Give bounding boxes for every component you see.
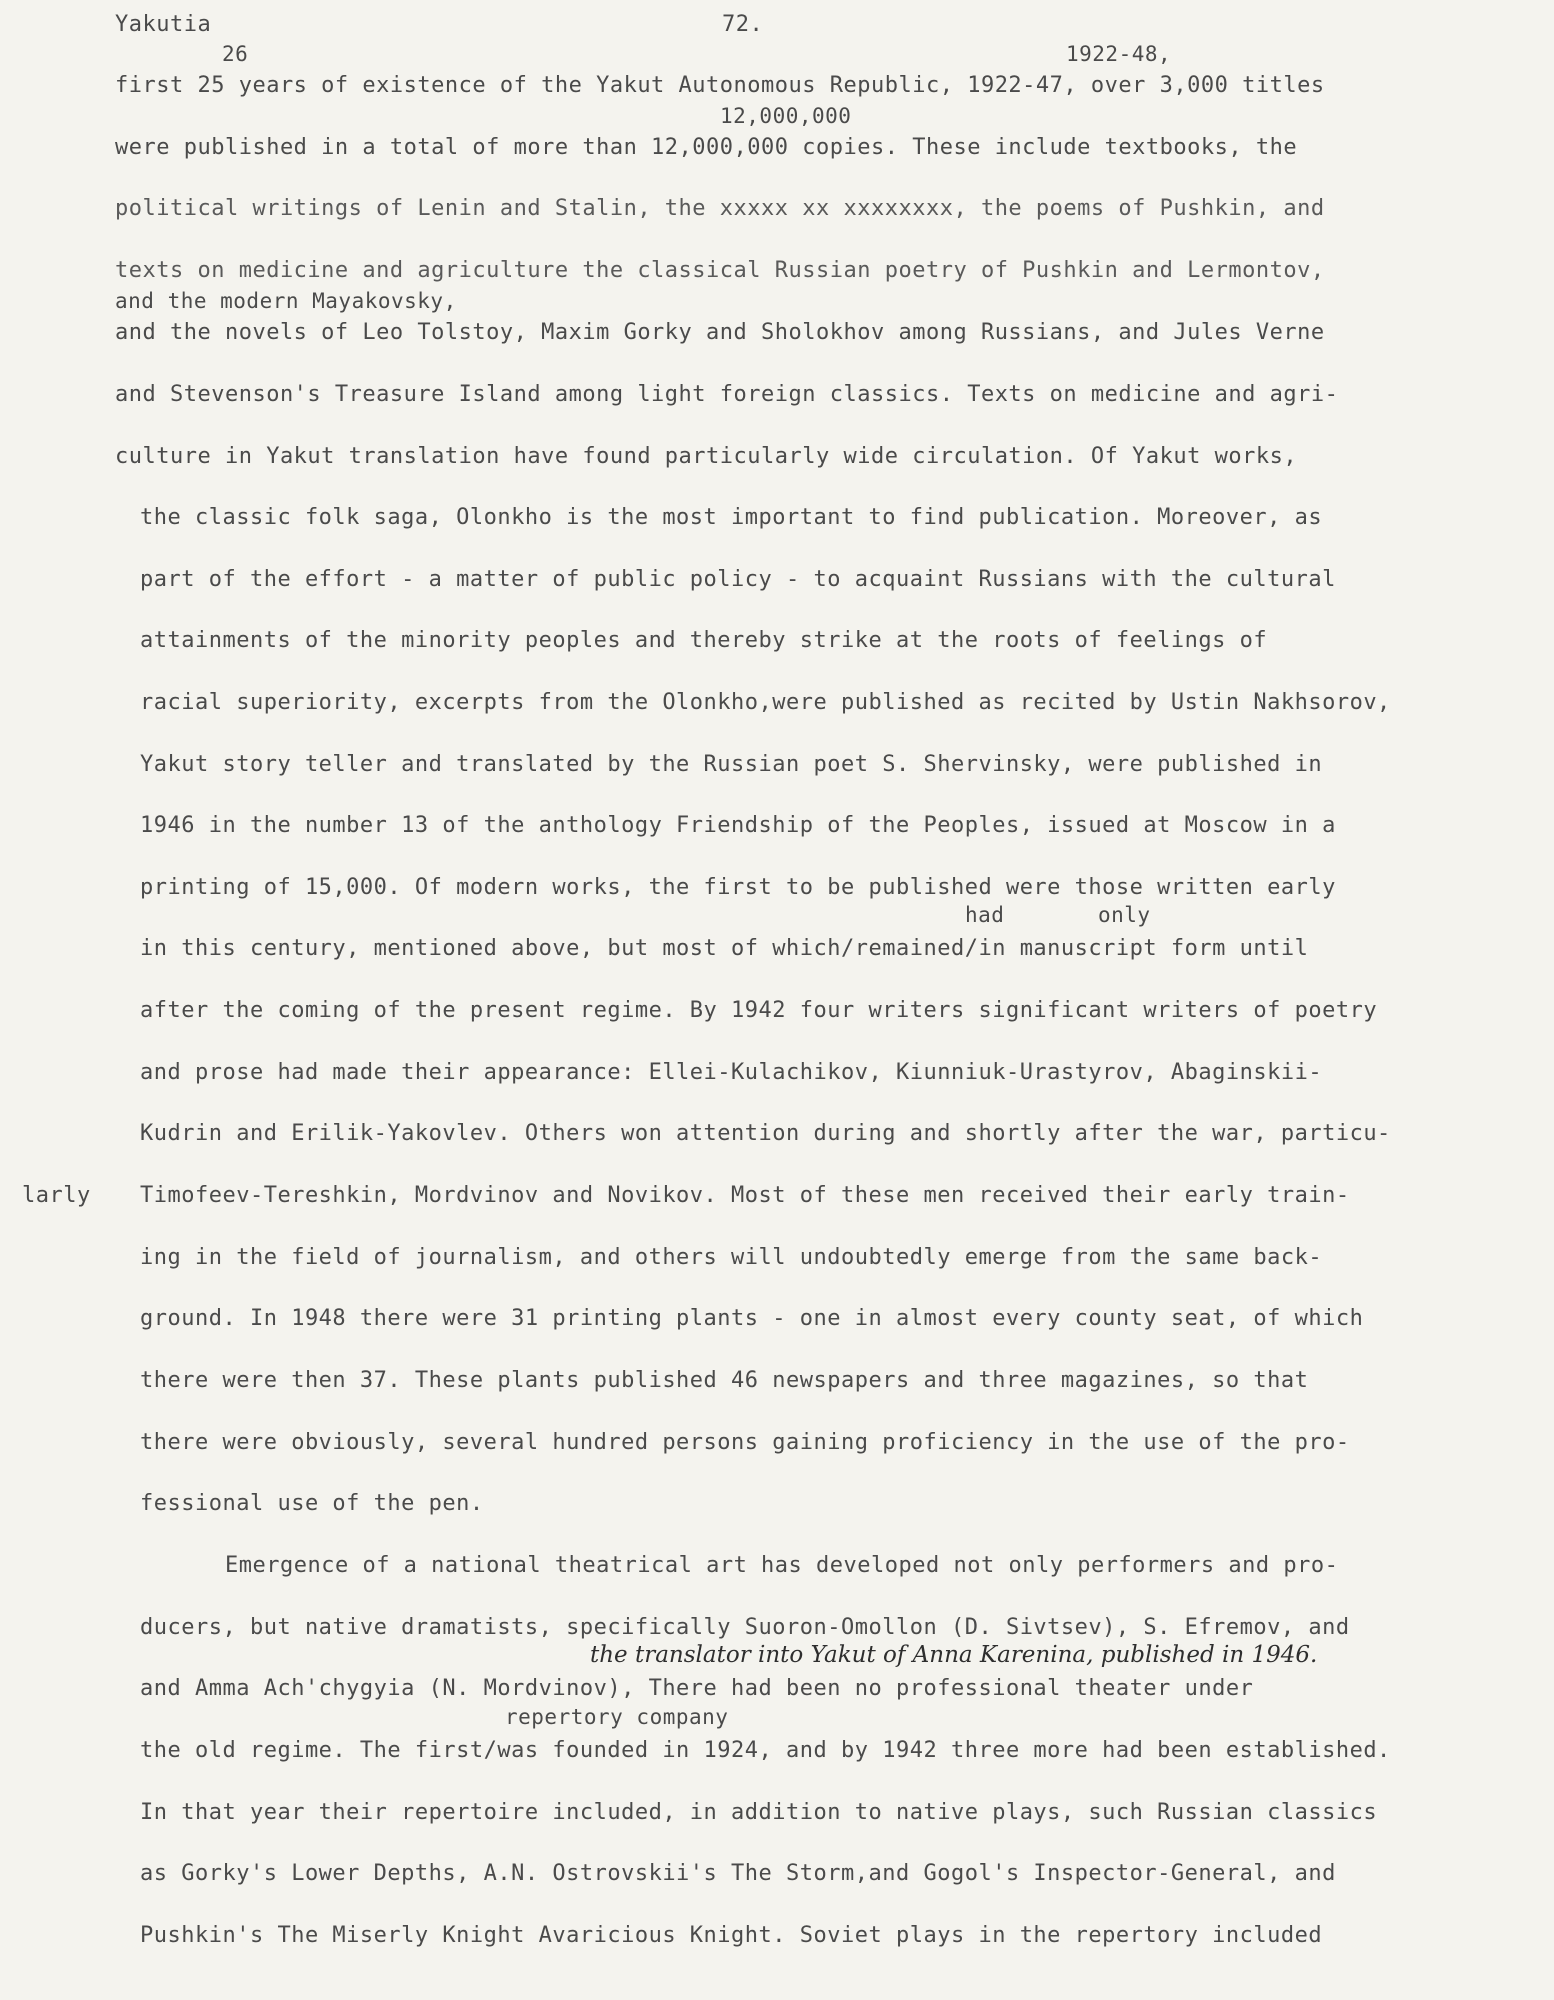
- header-left: Yakutia: [115, 12, 212, 37]
- text-line: the classic folk saga, Olonkho is the most important to find publication. Moreover, as: [140, 505, 1323, 530]
- interlinear-insertion: only: [1098, 903, 1151, 927]
- text-line: Pushkin's The Miserly Knight Avaricious Knight. Soviet plays in the repertory included: [140, 1923, 1323, 1948]
- text-line: ground. In 1948 there were 31 printing plants - one in almost every county seat, of which: [140, 1306, 1364, 1331]
- text-line: part of the effort - a matter of public policy - to acquaint Russians with the cultural: [140, 567, 1336, 592]
- text-line: culture in Yakut translation have found particularly wide circulation. Of Yakut works,: [115, 444, 1298, 469]
- text-line: and Stevenson's Treasure Island among light foreign classics. Texts on medicine and agri-: [115, 382, 1339, 407]
- text-line: Kudrin and Erilik-Yakovlev. Others won attention during and shortly after the war, particu-: [140, 1121, 1391, 1146]
- text-line: printing of 15,000. Of modern works, the first to be published were those written early: [140, 875, 1336, 900]
- paragraph-start-line: Emergence of a national theatrical art has developed not only performers and pro-: [225, 1553, 1339, 1578]
- interlinear-number: 12,000,000: [720, 104, 852, 128]
- text-line: 1946 in the number 13 of the anthology Friendship of the Peoples, issued at Moscow in a: [140, 813, 1336, 838]
- page-number: 72.: [722, 12, 764, 37]
- text-line: racial superiority, excerpts from the Olonkho,were published as recited by Ustin Nakhsorov,: [140, 690, 1391, 715]
- text-line: In that year their repertoire included, in addition to native plays, such Russian classics: [140, 1800, 1378, 1825]
- text-line: in this century, mentioned above, but most of which/remained/in manuscript form until: [140, 936, 1309, 961]
- interlinear-insertion: and the modern Mayakovsky,: [115, 289, 457, 313]
- text-line: there were then 37. These plants published 46 newspapers and three magazines, so that: [140, 1368, 1309, 1393]
- text-line: ing in the field of journalism, and others will undoubtedly emerge from the same back-: [140, 1245, 1323, 1270]
- text-line: there were obviously, several hundred persons gaining proficiency in the use of the pro-: [140, 1430, 1350, 1455]
- text-line: texts on medicine and agriculture the classical Russian poetry of Pushkin and Lermontov,: [115, 258, 1325, 283]
- text-line: as Gorky's Lower Depths, A.N. Ostrovskii's The Storm,and Gogol's Inspector-General, and: [140, 1861, 1336, 1886]
- text-line: and the novels of Leo Tolstoy, Maxim Gorky and Sholokhov among Russians, and Jules Verne: [115, 320, 1325, 345]
- text-line: were published in a total of more than 12,000,000 copies. These include textbooks, the: [115, 135, 1298, 160]
- text-line: Timofeev-Tereshkin, Mordvinov and Novikov. Most of these men received their early train-: [140, 1183, 1350, 1208]
- text-line: political writings of Lenin and Stalin, the xxxxx xx xxxxxxxx, the poems of Pushkin, and: [115, 196, 1325, 221]
- text-line: Yakut story teller and translated by the Russian poet S. Shervinsky, were published in: [140, 752, 1323, 777]
- margin-note: larly: [22, 1183, 91, 1208]
- text-line: and prose had made their appearance: Ellei-Kulachikov, Kiunniuk-Urastyrov, Abaginskii-: [140, 1060, 1323, 1085]
- text-line: and Amma Ach'chygyia (N. Mordvinov), There had been no professional theater under: [140, 1676, 1254, 1701]
- interlinear-insertion: had: [965, 903, 1005, 927]
- text-line: attainments of the minority peoples and thereby strike at the roots of feelings of: [140, 628, 1268, 653]
- handwritten-insertion: the translator into Yakut of Anna Karenina, published in 1946.: [590, 1642, 1318, 1668]
- text-line: after the coming of the present regime. By 1942 four writers significant writers of poetry: [140, 998, 1378, 1023]
- interlinear-number: 26: [222, 42, 249, 66]
- text-line: ducers, but native dramatists, specifically Suoron-Omollon (D. Sivtsev), S. Efremov, and: [140, 1615, 1350, 1640]
- text-line: the old regime. The first/was founded in 1924, and by 1942 three more had been established.: [140, 1738, 1391, 1763]
- interlinear-date-range: 1922-48,: [1066, 42, 1172, 66]
- interlinear-insertion: repertory company: [505, 1705, 729, 1729]
- text-line: fessional use of the pen.: [140, 1491, 484, 1516]
- text-line: first 25 years of existence of the Yakut Autonomous Republic, 1922-47, over 3,000 titles: [115, 73, 1325, 98]
